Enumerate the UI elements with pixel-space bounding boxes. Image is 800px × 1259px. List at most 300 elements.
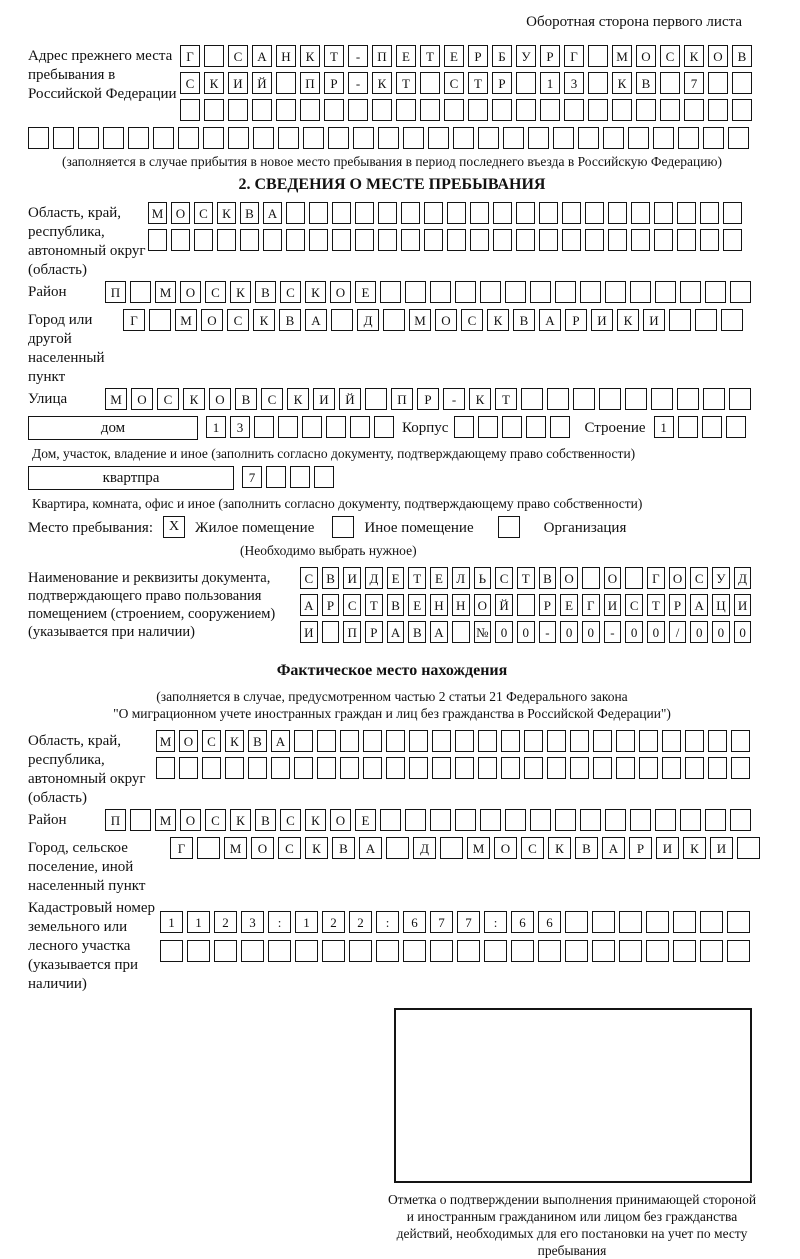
char-cell[interactable]: И xyxy=(300,621,318,643)
char-cell[interactable] xyxy=(295,940,318,962)
char-cell[interactable]: Т xyxy=(324,45,344,67)
char-cell[interactable]: Т xyxy=(517,567,535,589)
char-cell[interactable] xyxy=(428,127,449,149)
char-cell[interactable] xyxy=(511,940,534,962)
char-cell[interactable] xyxy=(685,757,704,779)
char-cell[interactable] xyxy=(653,127,674,149)
char-cell[interactable] xyxy=(493,202,512,224)
char-cell[interactable] xyxy=(608,202,627,224)
char-cell[interactable] xyxy=(547,757,566,779)
char-cell[interactable]: 3 xyxy=(230,416,250,438)
char-cell[interactable] xyxy=(374,416,394,438)
char-cell[interactable] xyxy=(538,940,561,962)
char-cell[interactable]: И xyxy=(643,309,665,331)
char-cell[interactable]: К xyxy=(617,309,639,331)
char-cell[interactable]: О xyxy=(669,567,687,589)
char-cell[interactable] xyxy=(555,809,576,831)
char-cell[interactable] xyxy=(616,757,635,779)
char-cell[interactable] xyxy=(149,309,171,331)
char-cell[interactable] xyxy=(440,837,463,859)
char-cell[interactable]: Р xyxy=(322,594,340,616)
char-cell[interactable] xyxy=(728,127,749,149)
char-cell[interactable]: Т xyxy=(365,594,383,616)
char-cell[interactable] xyxy=(405,281,426,303)
char-cell[interactable] xyxy=(723,202,742,224)
char-cell[interactable] xyxy=(286,202,305,224)
char-cell[interactable]: : xyxy=(376,911,399,933)
char-cell[interactable] xyxy=(478,757,497,779)
char-cell[interactable]: В xyxy=(240,202,259,224)
char-cell[interactable] xyxy=(540,99,560,121)
char-cell[interactable] xyxy=(516,72,536,94)
char-cell[interactable]: - xyxy=(539,621,557,643)
char-cell[interactable]: Ц xyxy=(712,594,730,616)
char-cell[interactable] xyxy=(516,229,535,251)
char-cell[interactable]: Т xyxy=(420,45,440,67)
char-cell[interactable]: 0 xyxy=(495,621,513,643)
char-cell[interactable]: О xyxy=(330,281,351,303)
char-cell[interactable]: В xyxy=(513,309,535,331)
char-cell[interactable] xyxy=(700,940,723,962)
char-cell[interactable] xyxy=(268,940,291,962)
char-cell[interactable] xyxy=(528,127,549,149)
char-cell[interactable]: 0 xyxy=(690,621,708,643)
char-cell[interactable]: В xyxy=(539,567,557,589)
char-cell[interactable] xyxy=(409,757,428,779)
char-cell[interactable] xyxy=(588,72,608,94)
char-cell[interactable] xyxy=(588,45,608,67)
char-cell[interactable] xyxy=(547,730,566,752)
char-cell[interactable]: Р xyxy=(365,621,383,643)
char-cell[interactable]: К xyxy=(548,837,571,859)
char-cell[interactable]: А xyxy=(690,594,708,616)
char-cell[interactable] xyxy=(484,940,507,962)
char-cell[interactable] xyxy=(317,730,336,752)
char-cell[interactable] xyxy=(355,229,374,251)
char-cell[interactable] xyxy=(480,809,501,831)
char-cell[interactable]: Г xyxy=(123,309,145,331)
char-cell[interactable] xyxy=(708,730,727,752)
char-cell[interactable] xyxy=(171,229,190,251)
char-cell[interactable]: П xyxy=(343,621,361,643)
char-cell[interactable] xyxy=(732,72,752,94)
char-cell[interactable]: - xyxy=(443,388,465,410)
char-cell[interactable] xyxy=(612,99,632,121)
char-cell[interactable] xyxy=(731,730,750,752)
char-cell[interactable]: О xyxy=(171,202,190,224)
char-cell[interactable] xyxy=(646,911,669,933)
char-cell[interactable] xyxy=(363,757,382,779)
char-cell[interactable] xyxy=(564,99,584,121)
char-cell[interactable]: А xyxy=(263,202,282,224)
char-cell[interactable]: У xyxy=(516,45,536,67)
char-cell[interactable] xyxy=(662,730,681,752)
char-cell[interactable] xyxy=(378,127,399,149)
char-cell[interactable]: Н xyxy=(452,594,470,616)
char-cell[interactable]: И xyxy=(313,388,335,410)
char-cell[interactable]: Р xyxy=(417,388,439,410)
char-cell[interactable] xyxy=(294,730,313,752)
char-cell[interactable] xyxy=(455,281,476,303)
char-cell[interactable] xyxy=(654,202,673,224)
char-cell[interactable]: А xyxy=(387,621,405,643)
char-cell[interactable]: В xyxy=(408,621,426,643)
organizatsiya-checkbox[interactable] xyxy=(498,516,520,538)
char-cell[interactable]: О xyxy=(180,281,201,303)
char-cell[interactable] xyxy=(654,229,673,251)
char-cell[interactable] xyxy=(680,281,701,303)
char-cell[interactable]: О xyxy=(209,388,231,410)
char-cell[interactable] xyxy=(241,940,264,962)
char-cell[interactable]: Р xyxy=(539,594,557,616)
char-cell[interactable] xyxy=(363,730,382,752)
char-cell[interactable]: О xyxy=(636,45,656,67)
char-cell[interactable] xyxy=(309,229,328,251)
char-cell[interactable]: М xyxy=(409,309,431,331)
char-cell[interactable] xyxy=(386,757,405,779)
char-cell[interactable] xyxy=(655,281,676,303)
char-cell[interactable] xyxy=(214,940,237,962)
char-cell[interactable] xyxy=(677,202,696,224)
char-cell[interactable] xyxy=(503,127,524,149)
char-cell[interactable] xyxy=(386,730,405,752)
char-cell[interactable] xyxy=(565,940,588,962)
char-cell[interactable]: П xyxy=(105,809,126,831)
char-cell[interactable]: 6 xyxy=(403,911,426,933)
char-cell[interactable]: С xyxy=(495,567,513,589)
char-cell[interactable]: 0 xyxy=(712,621,730,643)
char-cell[interactable] xyxy=(455,730,474,752)
char-cell[interactable] xyxy=(646,940,669,962)
char-cell[interactable]: Т xyxy=(495,388,517,410)
char-cell[interactable] xyxy=(228,127,249,149)
char-cell[interactable] xyxy=(276,72,296,94)
char-cell[interactable]: Д xyxy=(734,567,752,589)
char-cell[interactable]: Ь xyxy=(474,567,492,589)
char-cell[interactable] xyxy=(550,416,570,438)
char-cell[interactable]: И xyxy=(591,309,613,331)
char-cell[interactable] xyxy=(521,388,543,410)
char-cell[interactable]: А xyxy=(430,621,448,643)
char-cell[interactable] xyxy=(302,416,322,438)
char-cell[interactable] xyxy=(708,757,727,779)
char-cell[interactable] xyxy=(480,281,501,303)
char-cell[interactable] xyxy=(570,757,589,779)
char-cell[interactable] xyxy=(592,940,615,962)
char-cell[interactable]: Г xyxy=(647,567,665,589)
char-cell[interactable]: 7 xyxy=(684,72,704,94)
char-cell[interactable]: 6 xyxy=(511,911,534,933)
char-cell[interactable] xyxy=(582,567,600,589)
char-cell[interactable]: С xyxy=(280,809,301,831)
char-cell[interactable] xyxy=(447,229,466,251)
char-cell[interactable] xyxy=(324,99,344,121)
char-cell[interactable] xyxy=(202,757,221,779)
char-cell[interactable] xyxy=(493,229,512,251)
char-cell[interactable] xyxy=(420,72,440,94)
char-cell[interactable]: С xyxy=(261,388,283,410)
char-cell[interactable] xyxy=(727,911,750,933)
char-cell[interactable] xyxy=(729,388,751,410)
char-cell[interactable] xyxy=(378,202,397,224)
char-cell[interactable]: Т xyxy=(396,72,416,94)
char-cell[interactable]: 0 xyxy=(517,621,535,643)
char-cell[interactable]: И xyxy=(656,837,679,859)
char-cell[interactable] xyxy=(639,730,658,752)
char-cell[interactable]: № xyxy=(474,621,492,643)
char-cell[interactable] xyxy=(565,911,588,933)
char-cell[interactable] xyxy=(350,416,370,438)
char-cell[interactable]: А xyxy=(271,730,290,752)
char-cell[interactable]: С xyxy=(202,730,221,752)
char-cell[interactable] xyxy=(625,567,643,589)
char-cell[interactable] xyxy=(721,309,743,331)
char-cell[interactable] xyxy=(501,757,520,779)
char-cell[interactable]: Е xyxy=(560,594,578,616)
char-cell[interactable]: В xyxy=(575,837,598,859)
char-cell[interactable] xyxy=(660,99,680,121)
char-cell[interactable]: С xyxy=(343,594,361,616)
char-cell[interactable] xyxy=(730,281,751,303)
char-cell[interactable]: Е xyxy=(408,594,426,616)
char-cell[interactable]: О xyxy=(708,45,728,67)
char-cell[interactable]: Е xyxy=(387,567,405,589)
char-cell[interactable]: О xyxy=(474,594,492,616)
char-cell[interactable] xyxy=(726,416,746,438)
char-cell[interactable] xyxy=(547,388,569,410)
char-cell[interactable] xyxy=(553,127,574,149)
char-cell[interactable] xyxy=(517,594,535,616)
char-cell[interactable] xyxy=(332,229,351,251)
char-cell[interactable] xyxy=(254,416,274,438)
char-cell[interactable]: 2 xyxy=(349,911,372,933)
char-cell[interactable] xyxy=(470,229,489,251)
char-cell[interactable]: Г xyxy=(564,45,584,67)
char-cell[interactable]: Т xyxy=(468,72,488,94)
char-cell[interactable] xyxy=(156,757,175,779)
char-cell[interactable]: О xyxy=(251,837,274,859)
char-cell[interactable] xyxy=(470,202,489,224)
char-cell[interactable] xyxy=(492,99,512,121)
char-cell[interactable]: - xyxy=(348,45,368,67)
char-cell[interactable] xyxy=(695,309,717,331)
char-cell[interactable] xyxy=(286,229,305,251)
char-cell[interactable] xyxy=(252,99,272,121)
char-cell[interactable] xyxy=(585,229,604,251)
char-cell[interactable]: К xyxy=(230,281,251,303)
char-cell[interactable]: Г xyxy=(180,45,200,67)
char-cell[interactable] xyxy=(309,202,328,224)
char-cell[interactable] xyxy=(526,416,546,438)
char-cell[interactable]: С xyxy=(690,567,708,589)
char-cell[interactable] xyxy=(708,99,728,121)
char-cell[interactable] xyxy=(731,757,750,779)
char-cell[interactable]: - xyxy=(604,621,622,643)
char-cell[interactable] xyxy=(403,127,424,149)
char-cell[interactable] xyxy=(700,229,719,251)
char-cell[interactable] xyxy=(524,757,543,779)
char-cell[interactable]: А xyxy=(300,594,318,616)
char-cell[interactable] xyxy=(380,281,401,303)
char-cell[interactable] xyxy=(662,757,681,779)
char-cell[interactable] xyxy=(685,730,704,752)
char-cell[interactable]: А xyxy=(305,309,327,331)
char-cell[interactable]: Р xyxy=(324,72,344,94)
char-cell[interactable]: : xyxy=(268,911,291,933)
char-cell[interactable] xyxy=(678,416,698,438)
char-cell[interactable]: С xyxy=(300,567,318,589)
char-cell[interactable]: 1 xyxy=(540,72,560,94)
char-cell[interactable]: К xyxy=(469,388,491,410)
char-cell[interactable]: 1 xyxy=(160,911,183,933)
char-cell[interactable] xyxy=(430,281,451,303)
char-cell[interactable] xyxy=(453,127,474,149)
char-cell[interactable] xyxy=(372,99,392,121)
char-cell[interactable] xyxy=(263,229,282,251)
char-cell[interactable] xyxy=(605,281,626,303)
char-cell[interactable] xyxy=(317,757,336,779)
char-cell[interactable] xyxy=(555,281,576,303)
char-cell[interactable] xyxy=(444,99,464,121)
char-cell[interactable] xyxy=(677,229,696,251)
char-cell[interactable]: Г xyxy=(582,594,600,616)
char-cell[interactable] xyxy=(276,99,296,121)
char-cell[interactable] xyxy=(452,621,470,643)
char-cell[interactable] xyxy=(420,99,440,121)
char-cell[interactable] xyxy=(225,757,244,779)
char-cell[interactable]: К xyxy=(217,202,236,224)
char-cell[interactable]: В xyxy=(255,281,276,303)
char-cell[interactable] xyxy=(651,388,673,410)
char-cell[interactable]: В xyxy=(732,45,752,67)
char-cell[interactable] xyxy=(130,281,151,303)
char-cell[interactable] xyxy=(340,730,359,752)
char-cell[interactable]: Т xyxy=(647,594,665,616)
char-cell[interactable]: М xyxy=(224,837,247,859)
char-cell[interactable]: Й xyxy=(495,594,513,616)
char-cell[interactable] xyxy=(705,281,726,303)
char-cell[interactable]: О xyxy=(435,309,457,331)
char-cell[interactable]: С xyxy=(444,72,464,94)
char-cell[interactable] xyxy=(539,229,558,251)
char-cell[interactable] xyxy=(505,281,526,303)
char-cell[interactable] xyxy=(580,809,601,831)
char-cell[interactable] xyxy=(179,757,198,779)
char-cell[interactable]: С xyxy=(194,202,213,224)
char-cell[interactable]: Д xyxy=(357,309,379,331)
char-cell[interactable]: 1 xyxy=(295,911,318,933)
char-cell[interactable]: С xyxy=(227,309,249,331)
char-cell[interactable] xyxy=(217,229,236,251)
char-cell[interactable]: К xyxy=(305,837,328,859)
char-cell[interactable]: В xyxy=(636,72,656,94)
char-cell[interactable]: Р xyxy=(492,72,512,94)
char-cell[interactable]: С xyxy=(461,309,483,331)
char-cell[interactable] xyxy=(454,416,474,438)
char-cell[interactable] xyxy=(203,127,224,149)
char-cell[interactable] xyxy=(727,940,750,962)
char-cell[interactable] xyxy=(631,202,650,224)
char-cell[interactable]: О xyxy=(131,388,153,410)
char-cell[interactable] xyxy=(570,730,589,752)
char-cell[interactable] xyxy=(266,466,286,488)
char-cell[interactable] xyxy=(593,730,612,752)
char-cell[interactable]: Д xyxy=(365,567,383,589)
char-cell[interactable] xyxy=(703,127,724,149)
char-cell[interactable]: 0 xyxy=(625,621,643,643)
char-cell[interactable] xyxy=(271,757,290,779)
char-cell[interactable] xyxy=(705,809,726,831)
char-cell[interactable]: И xyxy=(710,837,733,859)
char-cell[interactable]: Т xyxy=(408,567,426,589)
char-cell[interactable]: В xyxy=(387,594,405,616)
char-cell[interactable]: А xyxy=(252,45,272,67)
char-cell[interactable] xyxy=(153,127,174,149)
char-cell[interactable]: К xyxy=(683,837,706,859)
char-cell[interactable]: В xyxy=(235,388,257,410)
char-cell[interactable]: 2 xyxy=(322,911,345,933)
char-cell[interactable]: Н xyxy=(276,45,296,67)
char-cell[interactable]: / xyxy=(669,621,687,643)
char-cell[interactable] xyxy=(502,416,522,438)
char-cell[interactable] xyxy=(380,809,401,831)
char-cell[interactable] xyxy=(432,730,451,752)
char-cell[interactable]: В xyxy=(279,309,301,331)
char-cell[interactable]: С xyxy=(660,45,680,67)
char-cell[interactable] xyxy=(673,911,696,933)
char-cell[interactable] xyxy=(78,127,99,149)
char-cell[interactable] xyxy=(702,416,722,438)
char-cell[interactable]: О xyxy=(180,809,201,831)
char-cell[interactable]: 1 xyxy=(187,911,210,933)
char-cell[interactable]: : xyxy=(484,911,507,933)
char-cell[interactable] xyxy=(187,940,210,962)
char-cell[interactable] xyxy=(378,229,397,251)
inoe-checkbox[interactable] xyxy=(332,516,354,538)
char-cell[interactable]: С xyxy=(278,837,301,859)
char-cell[interactable]: О xyxy=(494,837,517,859)
char-cell[interactable]: Е xyxy=(396,45,416,67)
char-cell[interactable] xyxy=(530,809,551,831)
char-cell[interactable]: Б xyxy=(492,45,512,67)
char-cell[interactable]: 2 xyxy=(214,911,237,933)
char-cell[interactable] xyxy=(630,809,651,831)
char-cell[interactable] xyxy=(300,99,320,121)
char-cell[interactable]: 6 xyxy=(538,911,561,933)
char-cell[interactable]: К xyxy=(372,72,392,94)
char-cell[interactable]: 1 xyxy=(654,416,674,438)
char-cell[interactable]: К xyxy=(305,809,326,831)
char-cell[interactable] xyxy=(516,99,536,121)
char-cell[interactable]: И xyxy=(734,594,752,616)
char-cell[interactable] xyxy=(28,127,49,149)
char-cell[interactable] xyxy=(655,809,676,831)
char-cell[interactable] xyxy=(592,911,615,933)
char-cell[interactable] xyxy=(684,99,704,121)
char-cell[interactable] xyxy=(432,757,451,779)
char-cell[interactable]: М xyxy=(155,281,176,303)
char-cell[interactable] xyxy=(673,940,696,962)
char-cell[interactable] xyxy=(355,202,374,224)
char-cell[interactable] xyxy=(478,730,497,752)
char-cell[interactable] xyxy=(457,940,480,962)
char-cell[interactable] xyxy=(386,837,409,859)
char-cell[interactable]: Р xyxy=(629,837,652,859)
char-cell[interactable] xyxy=(348,99,368,121)
char-cell[interactable] xyxy=(322,621,340,643)
char-cell[interactable] xyxy=(585,202,604,224)
char-cell[interactable]: А xyxy=(539,309,561,331)
